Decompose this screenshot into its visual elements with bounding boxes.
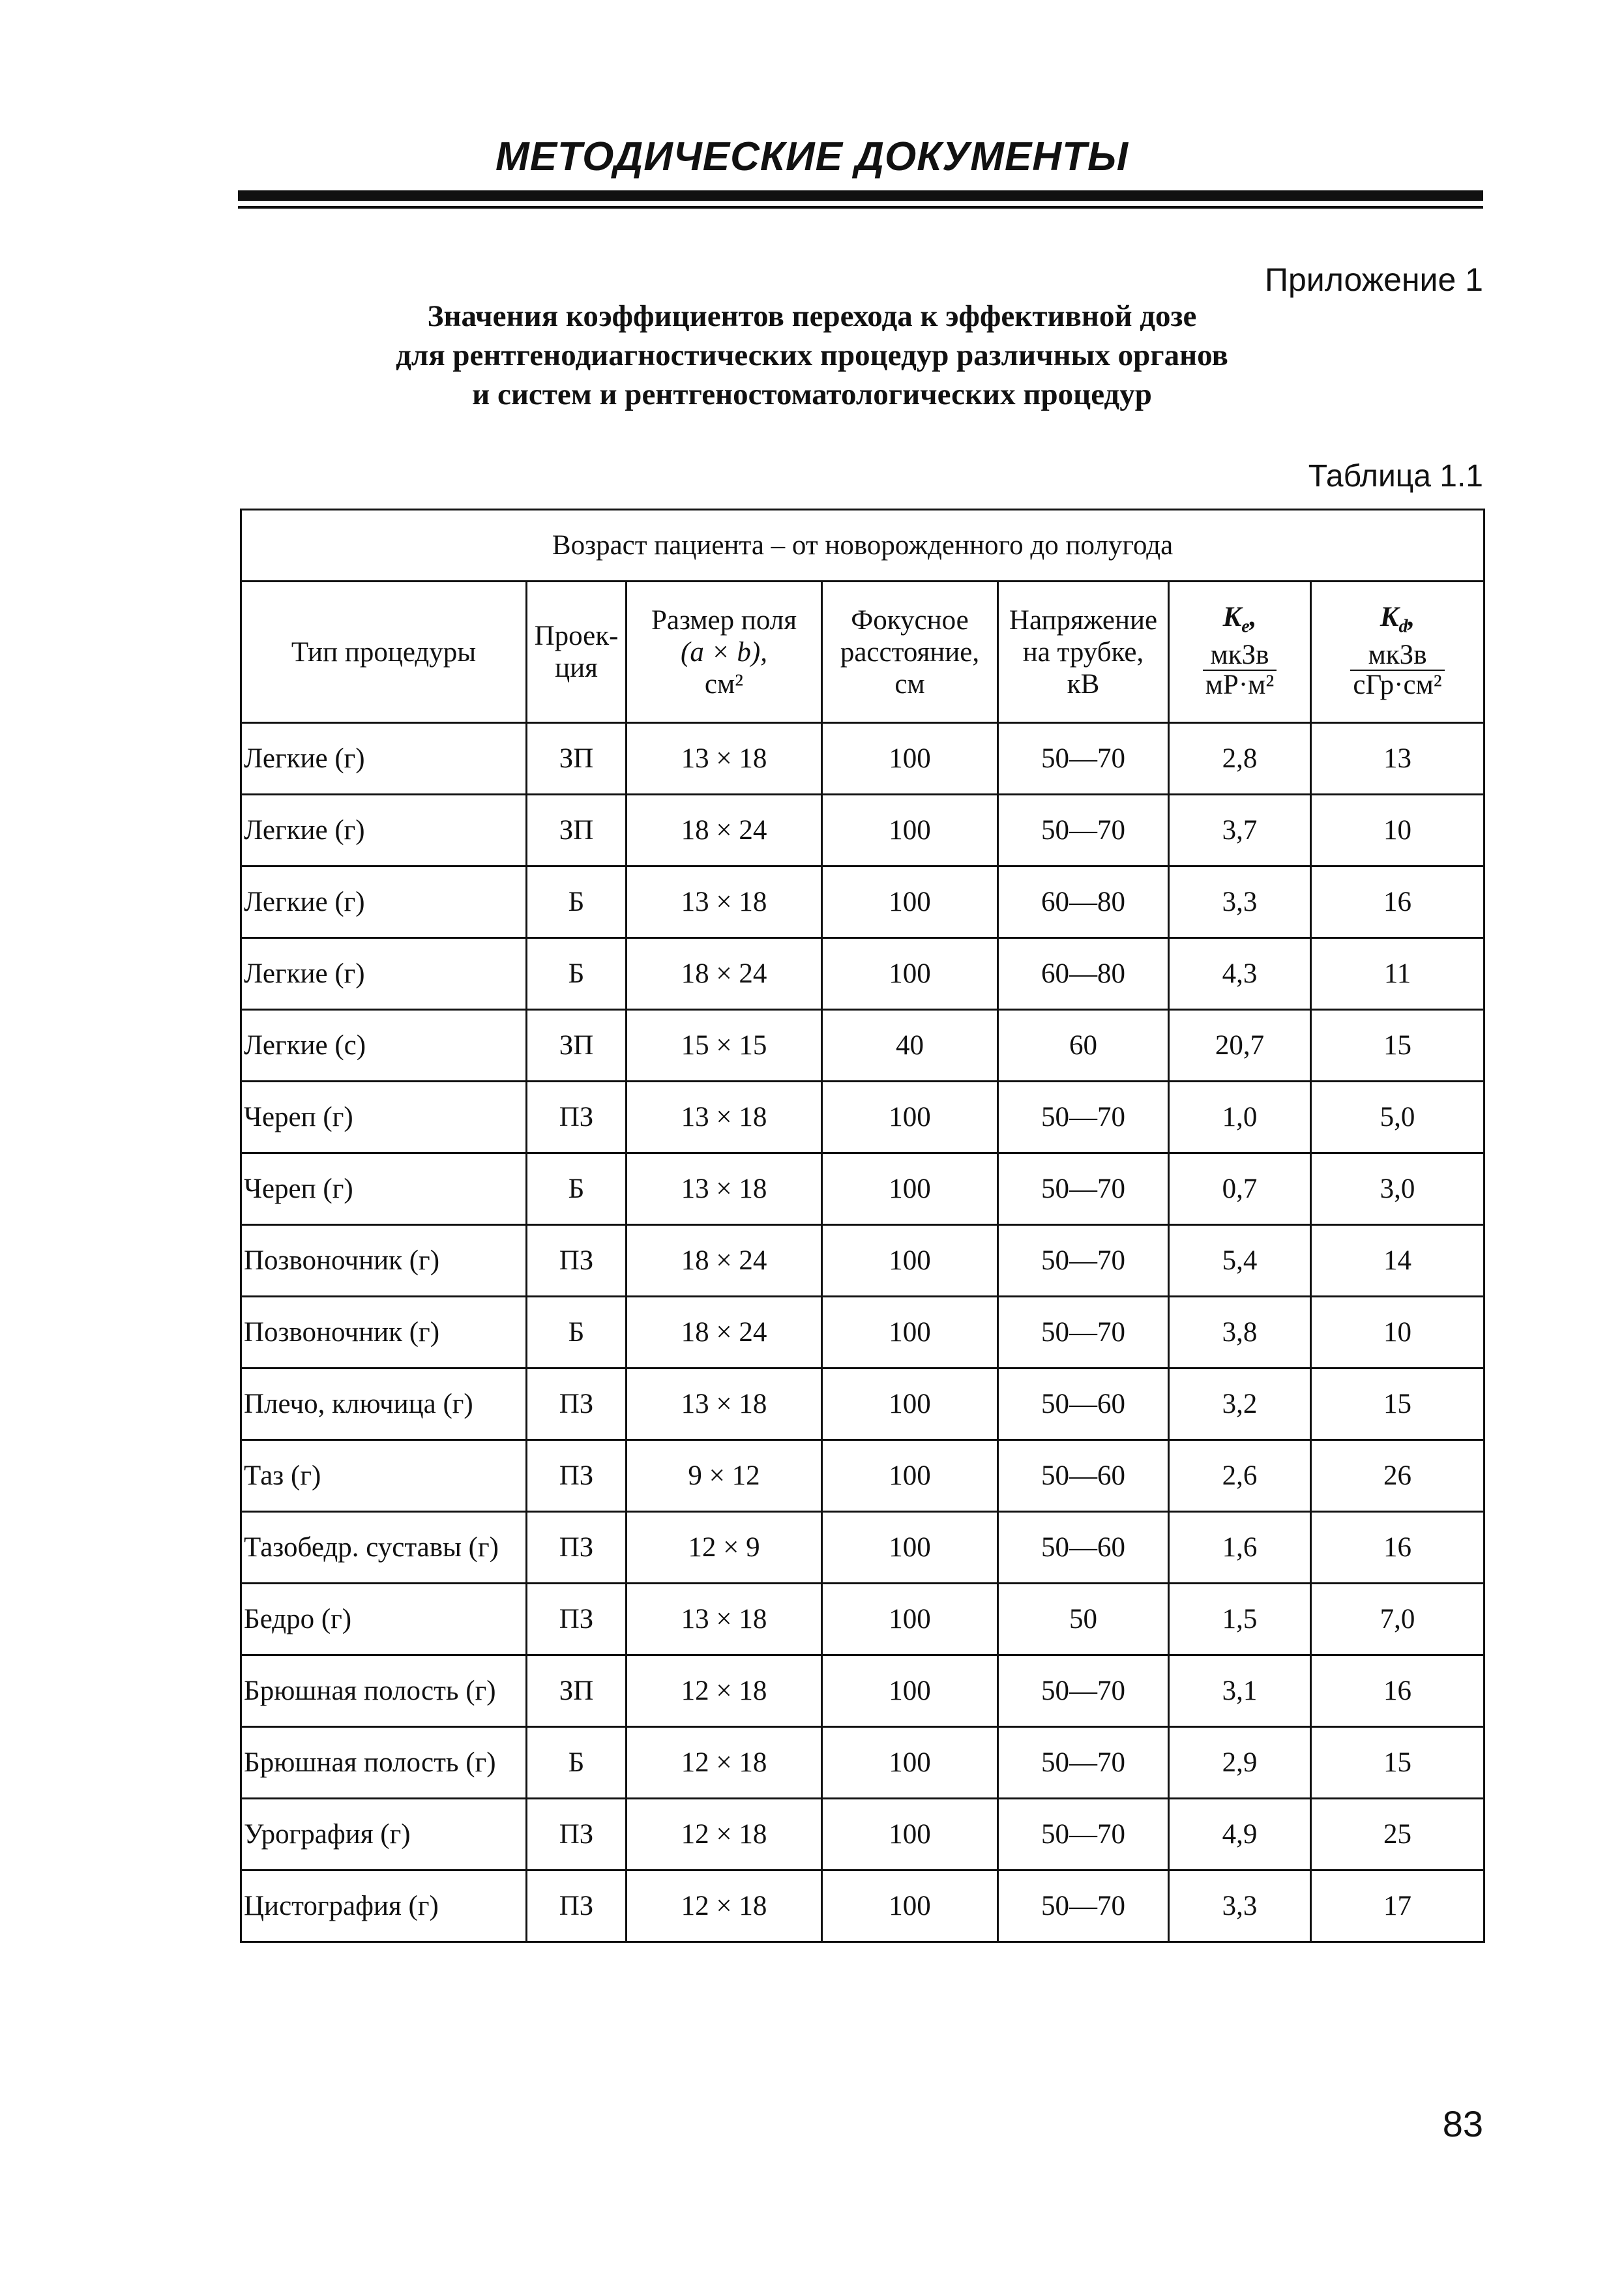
- cell-voltage: 50—70: [998, 795, 1169, 866]
- cell-voltage: 50—70: [998, 1799, 1169, 1870]
- cell-kd: 16: [1311, 1655, 1484, 1727]
- header-rule-thick: [238, 190, 1483, 201]
- cell-ke: 1,0: [1169, 1082, 1311, 1153]
- document-title-line: для рентгенодиагностических процедур различных органов: [396, 338, 1228, 372]
- cell-projection: Б: [527, 866, 627, 938]
- table-row: [241, 1512, 1484, 1584]
- cell-voltage: 60—80: [998, 938, 1169, 1010]
- table-row: [241, 795, 1484, 866]
- cell-field-size: 18 × 24: [627, 1297, 822, 1368]
- cell-projection: Б: [527, 1153, 627, 1225]
- cell-kd: 5,0: [1311, 1082, 1484, 1153]
- cell-projection: ПЗ: [527, 1440, 627, 1512]
- header-field-size-line: (a × b),: [681, 636, 767, 668]
- cell-kd: 26: [1311, 1440, 1484, 1512]
- cell-field-size: 18 × 24: [627, 795, 822, 866]
- cell-kd: 10: [1311, 795, 1484, 866]
- header-voltage-line: на трубке,: [1022, 636, 1144, 668]
- cell-procedure: Легкие (г): [241, 795, 527, 866]
- cell-voltage: 50: [998, 1584, 1169, 1655]
- cell-focal-distance: 100: [822, 1655, 998, 1727]
- cell-voltage: 50—60: [998, 1512, 1169, 1584]
- cell-ke: 4,9: [1169, 1799, 1311, 1870]
- header-projection: [527, 582, 627, 723]
- table-row: [241, 1368, 1484, 1440]
- cell-focal-distance: 100: [822, 1727, 998, 1799]
- cell-field-size: 12 × 9: [627, 1512, 822, 1584]
- cell-field-size: 12 × 18: [627, 1870, 822, 1942]
- cell-focal-distance: 100: [822, 1153, 998, 1225]
- cell-ke: 3,3: [1169, 1870, 1311, 1942]
- cell-voltage: 50—70: [998, 1727, 1169, 1799]
- cell-projection: Б: [527, 1727, 627, 1799]
- table-row: [241, 866, 1484, 938]
- cell-procedure: Легкие (г): [241, 866, 527, 938]
- cell-procedure: Тазобедр. суставы (г): [241, 1512, 527, 1584]
- cell-voltage: 60: [998, 1010, 1169, 1082]
- cell-kd: 17: [1311, 1870, 1484, 1942]
- cell-field-size: 9 × 12: [627, 1440, 822, 1512]
- header-field-size-line: см²: [704, 668, 744, 700]
- cell-ke: 2,8: [1169, 723, 1311, 795]
- cell-kd: 10: [1311, 1297, 1484, 1368]
- cell-projection: ЗП: [527, 723, 627, 795]
- cell-procedure: Брюшная полость (г): [241, 1727, 527, 1799]
- cell-voltage: 50—70: [998, 1870, 1169, 1942]
- table-row: [241, 1082, 1484, 1153]
- page-number: 83: [1442, 2103, 1483, 2144]
- cell-kd: 14: [1311, 1225, 1484, 1297]
- kd-fraction: [1350, 603, 1444, 700]
- table-row: [241, 1225, 1484, 1297]
- cell-voltage: 50—60: [998, 1440, 1169, 1512]
- table-row: [241, 1153, 1484, 1225]
- cell-ke: 3,3: [1169, 866, 1311, 938]
- ke-numerator: мкЗв: [1203, 641, 1277, 671]
- kd-symbol: $K_d$,: [1380, 601, 1415, 637]
- header-projection-line: Проек-: [534, 621, 619, 651]
- table-row: [241, 1870, 1484, 1942]
- cell-kd: 3,0: [1311, 1153, 1484, 1225]
- cell-focal-distance: 100: [822, 1225, 998, 1297]
- cell-kd: 13: [1311, 723, 1484, 795]
- cell-field-size: 18 × 24: [627, 938, 822, 1010]
- cell-kd: 16: [1311, 1512, 1484, 1584]
- cell-voltage: 50—70: [998, 1655, 1169, 1727]
- cell-voltage: 50—70: [998, 1082, 1169, 1153]
- table-row: [241, 1727, 1484, 1799]
- header-focal-line: см: [894, 668, 925, 700]
- ke-symbol: $K_e$,: [1222, 601, 1257, 637]
- header-focal-line: Фокусное: [851, 604, 969, 636]
- document-title-line: и систем и рентгеностоматологических процедур: [472, 377, 1152, 411]
- cell-focal-distance: 100: [822, 1368, 998, 1440]
- header-projection-line: ция: [555, 653, 598, 683]
- cell-projection: ЗП: [527, 1655, 627, 1727]
- cell-procedure: Бедро (г): [241, 1584, 527, 1655]
- cell-kd: 7,0: [1311, 1584, 1484, 1655]
- header-voltage-line: кВ: [1067, 668, 1100, 700]
- cell-voltage: 50—70: [998, 1153, 1169, 1225]
- cell-projection: ЗП: [527, 1010, 627, 1082]
- cell-ke: 3,8: [1169, 1297, 1311, 1368]
- cell-field-size: 13 × 18: [627, 1153, 822, 1225]
- cell-field-size: 13 × 18: [627, 1082, 822, 1153]
- cell-procedure: Позвоночник (г): [241, 1225, 527, 1297]
- running-header: МЕТОДИЧЕСКИЕ ДОКУМЕНТЫ: [495, 134, 1129, 179]
- cell-focal-distance: 40: [822, 1010, 998, 1082]
- cell-procedure: Легкие (г): [241, 723, 527, 795]
- cell-procedure: Легкие (с): [241, 1010, 527, 1082]
- cell-procedure: Урография (г): [241, 1799, 527, 1870]
- cell-focal-distance: 100: [822, 938, 998, 1010]
- cell-ke: 2,9: [1169, 1727, 1311, 1799]
- cell-procedure: Череп (г): [241, 1082, 527, 1153]
- cell-ke: 3,2: [1169, 1368, 1311, 1440]
- table-row: [241, 1799, 1484, 1870]
- cell-projection: ПЗ: [527, 1799, 627, 1870]
- cell-kd: 11: [1311, 938, 1484, 1010]
- coefficients-table: [240, 509, 1485, 1943]
- header-focal-line: расстояние,: [840, 636, 980, 668]
- header-rule-thin: [238, 206, 1483, 209]
- cell-voltage: 50—70: [998, 723, 1169, 795]
- cell-ke: 20,7: [1169, 1010, 1311, 1082]
- ke-fraction: [1203, 603, 1277, 700]
- table-row: [241, 1297, 1484, 1368]
- cell-focal-distance: 100: [822, 723, 998, 795]
- cell-voltage: 50—70: [998, 1297, 1169, 1368]
- ke-denominator: мР·м²: [1205, 670, 1275, 701]
- header-procedure: Тип процедуры: [241, 582, 527, 723]
- cell-ke: 3,1: [1169, 1655, 1311, 1727]
- cell-voltage: 50—70: [998, 1225, 1169, 1297]
- cell-field-size: 13 × 18: [627, 1584, 822, 1655]
- cell-procedure: Череп (г): [241, 1153, 527, 1225]
- header-focal-distance: [822, 582, 998, 723]
- cell-projection: ПЗ: [527, 1512, 627, 1584]
- cell-field-size: 15 × 15: [627, 1010, 822, 1082]
- header-voltage: [998, 582, 1169, 723]
- cell-procedure: Плечо, ключица (г): [241, 1368, 527, 1440]
- table-row: [241, 1584, 1484, 1655]
- cell-ke: 5,4: [1169, 1225, 1311, 1297]
- cell-projection: ПЗ: [527, 1082, 627, 1153]
- table-label: Таблица 1.1: [1308, 459, 1483, 494]
- cell-field-size: 12 × 18: [627, 1727, 822, 1799]
- cell-field-size: 13 × 18: [627, 1368, 822, 1440]
- document-title: [0, 297, 1624, 414]
- cell-voltage: 50—60: [998, 1368, 1169, 1440]
- cell-ke: 0,7: [1169, 1153, 1311, 1225]
- header-field-size: [627, 582, 822, 723]
- cell-procedure: Таз (г): [241, 1440, 527, 1512]
- cell-focal-distance: 100: [822, 1512, 998, 1584]
- cell-kd: 16: [1311, 866, 1484, 938]
- header-row: [241, 582, 1484, 723]
- cell-focal-distance: 100: [822, 1082, 998, 1153]
- cell-procedure: Легкие (г): [241, 938, 527, 1010]
- cell-ke: 1,5: [1169, 1584, 1311, 1655]
- kd-denominator: сГр·см²: [1353, 670, 1442, 701]
- cell-projection: ЗП: [527, 795, 627, 866]
- header-voltage-line: Напряжение: [1009, 604, 1158, 636]
- cell-field-size: 13 × 18: [627, 866, 822, 938]
- table-row: [241, 1010, 1484, 1082]
- cell-procedure: Цистография (г): [241, 1870, 527, 1942]
- cell-field-size: 12 × 18: [627, 1799, 822, 1870]
- cell-field-size: 12 × 18: [627, 1655, 822, 1727]
- table-row: [241, 938, 1484, 1010]
- age-caption-row: [241, 510, 1484, 582]
- cell-focal-distance: 100: [822, 1799, 998, 1870]
- cell-kd: 15: [1311, 1727, 1484, 1799]
- age-caption: Возраст пациента – от новорожденного до полугода: [241, 510, 1484, 582]
- cell-projection: Б: [527, 938, 627, 1010]
- header-field-size-line: Размер поля: [651, 604, 797, 636]
- cell-field-size: 13 × 18: [627, 723, 822, 795]
- cell-kd: 25: [1311, 1799, 1484, 1870]
- cell-focal-distance: 100: [822, 795, 998, 866]
- table-row: [241, 1440, 1484, 1512]
- cell-ke: 3,7: [1169, 795, 1311, 866]
- cell-focal-distance: 100: [822, 1440, 998, 1512]
- cell-projection: Б: [527, 1297, 627, 1368]
- header-kd: [1311, 582, 1484, 723]
- cell-kd: 15: [1311, 1368, 1484, 1440]
- cell-focal-distance: 100: [822, 866, 998, 938]
- header-ke: [1169, 582, 1311, 723]
- cell-projection: ПЗ: [527, 1870, 627, 1942]
- cell-voltage: 60—80: [998, 866, 1169, 938]
- cell-field-size: 18 × 24: [627, 1225, 822, 1297]
- appendix-label: Приложение 1: [1265, 261, 1483, 298]
- cell-focal-distance: 100: [822, 1584, 998, 1655]
- cell-projection: ПЗ: [527, 1368, 627, 1440]
- cell-procedure: Брюшная полость (г): [241, 1655, 527, 1727]
- table-row: [241, 723, 1484, 795]
- cell-procedure: Позвоночник (г): [241, 1297, 527, 1368]
- cell-focal-distance: 100: [822, 1870, 998, 1942]
- document-title-line: Значения коэффициентов перехода к эффективной дозе: [427, 299, 1197, 333]
- cell-focal-distance: 100: [822, 1297, 998, 1368]
- cell-kd: 15: [1311, 1010, 1484, 1082]
- cell-ke: 2,6: [1169, 1440, 1311, 1512]
- kd-numerator: мкЗв: [1350, 641, 1444, 671]
- cell-ke: 1,6: [1169, 1512, 1311, 1584]
- table-row: [241, 1655, 1484, 1727]
- cell-ke: 4,3: [1169, 938, 1311, 1010]
- cell-projection: ПЗ: [527, 1584, 627, 1655]
- cell-projection: ПЗ: [527, 1225, 627, 1297]
